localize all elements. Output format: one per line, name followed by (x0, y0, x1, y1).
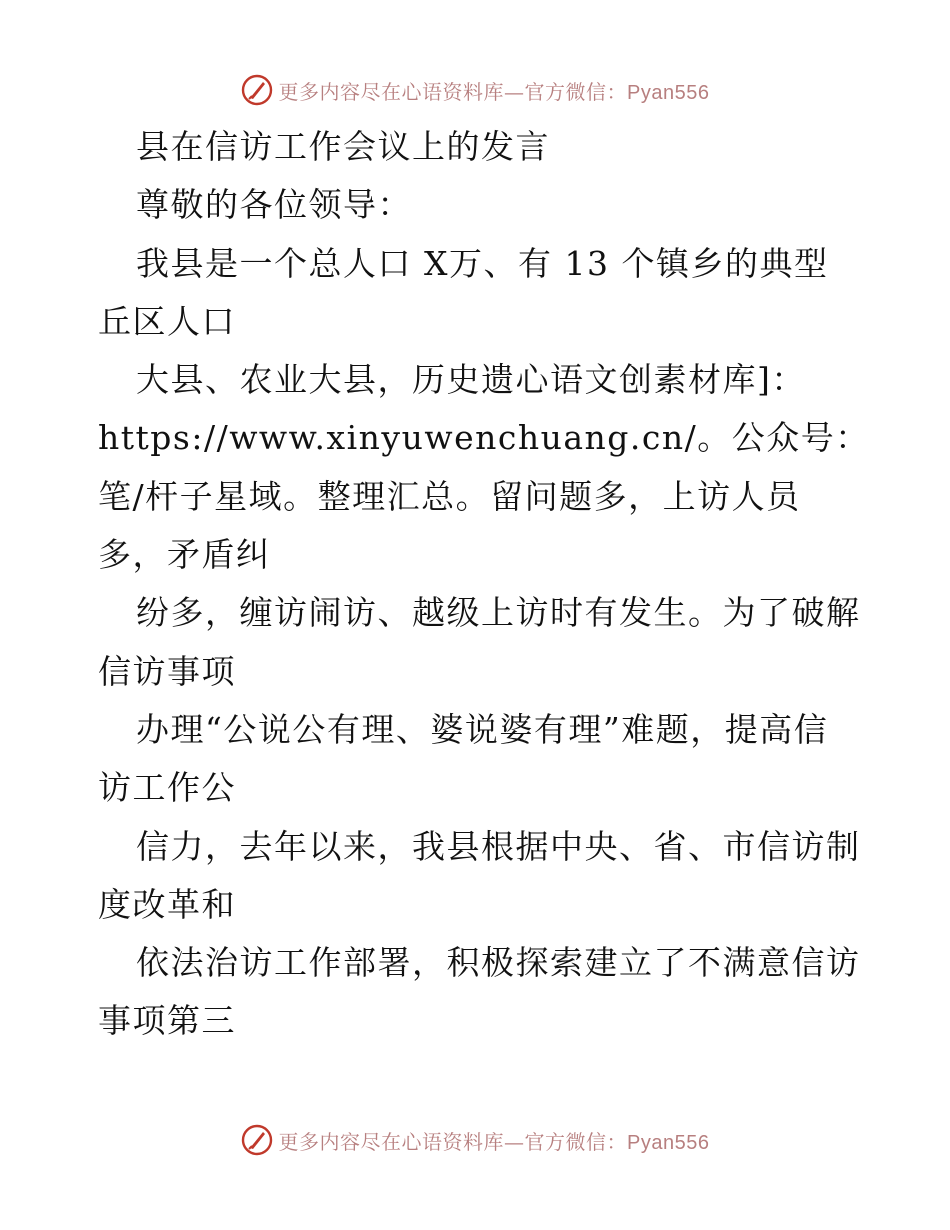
footer-banner (0, 1120, 950, 1160)
banner-handle: Pyan556 (627, 1131, 710, 1154)
text-line: 我县是一个总人口 X万、有 13 个镇乡的典型 (136, 243, 829, 283)
text-line: 笔/杆子星域。整理汇总。留问题多，上访人员 (98, 476, 801, 516)
document-body (98, 118, 888, 1051)
text-line: 访工作公 (98, 768, 236, 808)
quill-logo-icon (241, 74, 273, 106)
text-line: 事项第三 (98, 1001, 236, 1041)
document-title: 县在信访工作会议上的发言 (136, 127, 550, 166)
text-line: 信访事项 (98, 651, 236, 691)
banner-text: 更多内容尽在心语资料库—官方微信：Pyan556 (278, 1129, 710, 1154)
text-line: 尊敬的各位领导： (136, 185, 412, 225)
text-line: 度改革和 (98, 884, 236, 924)
text-line: 多，矛盾纠 (98, 535, 271, 575)
banner-handle: Pyan556 (627, 81, 710, 104)
text-line: 丘区人口 (98, 301, 236, 341)
text-line: 办理“公说公有理、婆说婆有理”难题，提高信 (136, 709, 829, 749)
text-line: 依法治访工作部署，积极探索建立了不满意信访 (136, 943, 861, 983)
text-line: https://www.xinyuwenchuang.cn/。公众号： (98, 418, 870, 458)
text-line: 大县、农业大县，历史遗心语文创素材库]： (136, 360, 806, 400)
banner-text: 更多内容尽在心语资料库—官方微信：Pyan556 (278, 79, 710, 104)
quill-logo-icon (241, 1124, 273, 1156)
text-line: 信力，去年以来，我县根据中央、省、市信访制 (136, 826, 861, 866)
text-line: 纷多，缠访闹访、越级上访时有发生。为了破解 (136, 593, 861, 633)
header-banner (0, 70, 950, 110)
